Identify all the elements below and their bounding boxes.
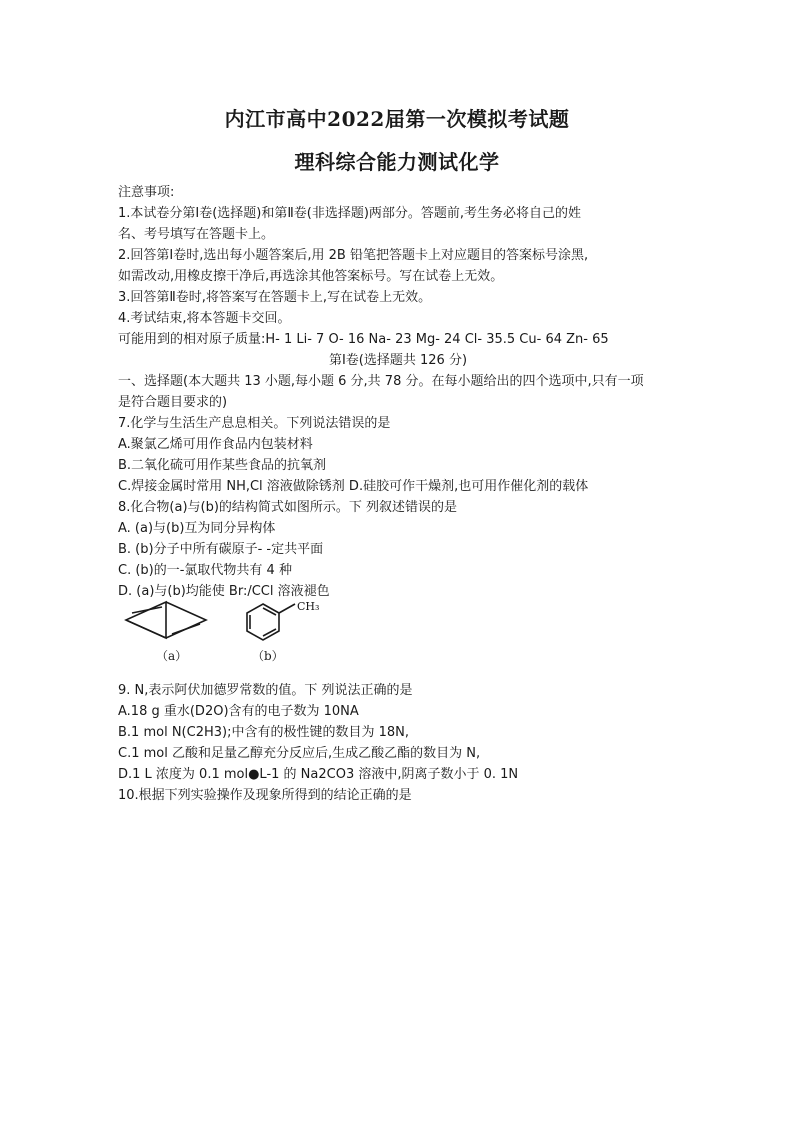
option-line: C.1 mol 乙酸和足量乙醇充分反应后,生成乙酸乙酯的数目为 N,: [118, 746, 481, 761]
question-8: 8.化合物(a)与(b)的结构简式如图所示。下 列叙述错误的是: [118, 500, 458, 515]
methyl-label: CH₃: [297, 600, 320, 613]
option-line: C.焊接金属时常用 NH,Cl 溶液做除锈剂 D.硅胶可作干燥剂,也可用作催化剂的载体: [118, 479, 589, 494]
option-line: B. (b)分子中所有碳原子- -定共平面: [118, 542, 324, 557]
question-10: 10.根据下列实验操作及现象所得到的结论正确的是: [118, 788, 412, 803]
option-line: A.18 g 重水(D2O)含有的电子数为 10NA: [118, 704, 359, 719]
notice-line: 名、考号填写在答题卡上。: [118, 227, 275, 242]
exam-body-bottom: [118, 680, 678, 806]
label-b: （b）: [252, 649, 284, 663]
structure-figure: [118, 598, 338, 668]
label-a: （a）: [156, 649, 188, 663]
notice-line: 1.本试卷分第Ⅰ卷(选择题)和第Ⅱ卷(非选择题)两部分。答题前,考生务必将自己的姓: [118, 206, 582, 221]
notice-line: 3.回答第Ⅱ卷时,将答案写在答题卡上,写在试卷上无效。: [118, 290, 432, 305]
option-line: B.二氧化硫可用作某些食品的抗氧剂: [118, 458, 327, 473]
page-title: 内江市高中2022届第一次模拟考试题: [224, 107, 570, 131]
section-heading: 第Ⅰ卷(选择题共 126 分): [328, 353, 468, 368]
option-line: A.聚氯乙烯可用作食品内包装材料: [118, 437, 313, 452]
instruction-line: 是符合题目要求的): [118, 395, 228, 410]
molecule-b-icon: [247, 604, 295, 640]
notice-line: 4.考试结束,将本答题卡交回。: [118, 311, 291, 326]
notice-line: 2.回答第Ⅰ卷时,选出每小题答案后,用 2B 铅笔把答题卡上对应题目的答案标号涂黑,: [118, 248, 589, 263]
molecule-a-icon: [126, 602, 206, 638]
option-line: D. (a)与(b)均能使 Br:/CCl 溶液褪色: [118, 584, 330, 599]
option-line: A. (a)与(b)互为同分异构体: [118, 521, 276, 536]
notice-line: 如需改动,用橡皮擦干净后,再选涂其他答案标号。写在试卷上无效。: [118, 269, 504, 284]
option-line: B.1 mol N(C2H3);中含有的极性键的数目为 18N,: [118, 725, 409, 740]
page-subtitle: 理科综合能力测试化学: [294, 150, 500, 174]
notice-heading: 注意事项:: [118, 185, 175, 200]
question-7: 7.化学与生活生产息息相关。下列说法错误的是: [118, 416, 391, 431]
molecule-diagram: [118, 598, 338, 668]
atomic-mass-line: 可能用到的相对原子质量:H- 1 Li- 7 O- 16 Na- 23 Mg- 24 Cl- 35.5 Cu- 64 Zn- 65: [118, 332, 609, 347]
question-9: 9. N,表示阿伏加德罗常数的值。下 列说法正确的是: [118, 683, 413, 698]
option-line: C. (b)的一-氯取代物共有 4 种: [118, 563, 292, 578]
instruction-line: 一、选择题(本大题共 13 小题,每小题 6 分,共 78 分。在每小题给出的四个选项中,只有一项: [118, 374, 644, 389]
exam-body-top: [118, 182, 678, 602]
option-line: D.1 L 浓度为 0.1 mol●L-1 的 Na2CO3 溶液中,阴离子数小于 0. 1N: [118, 767, 519, 782]
